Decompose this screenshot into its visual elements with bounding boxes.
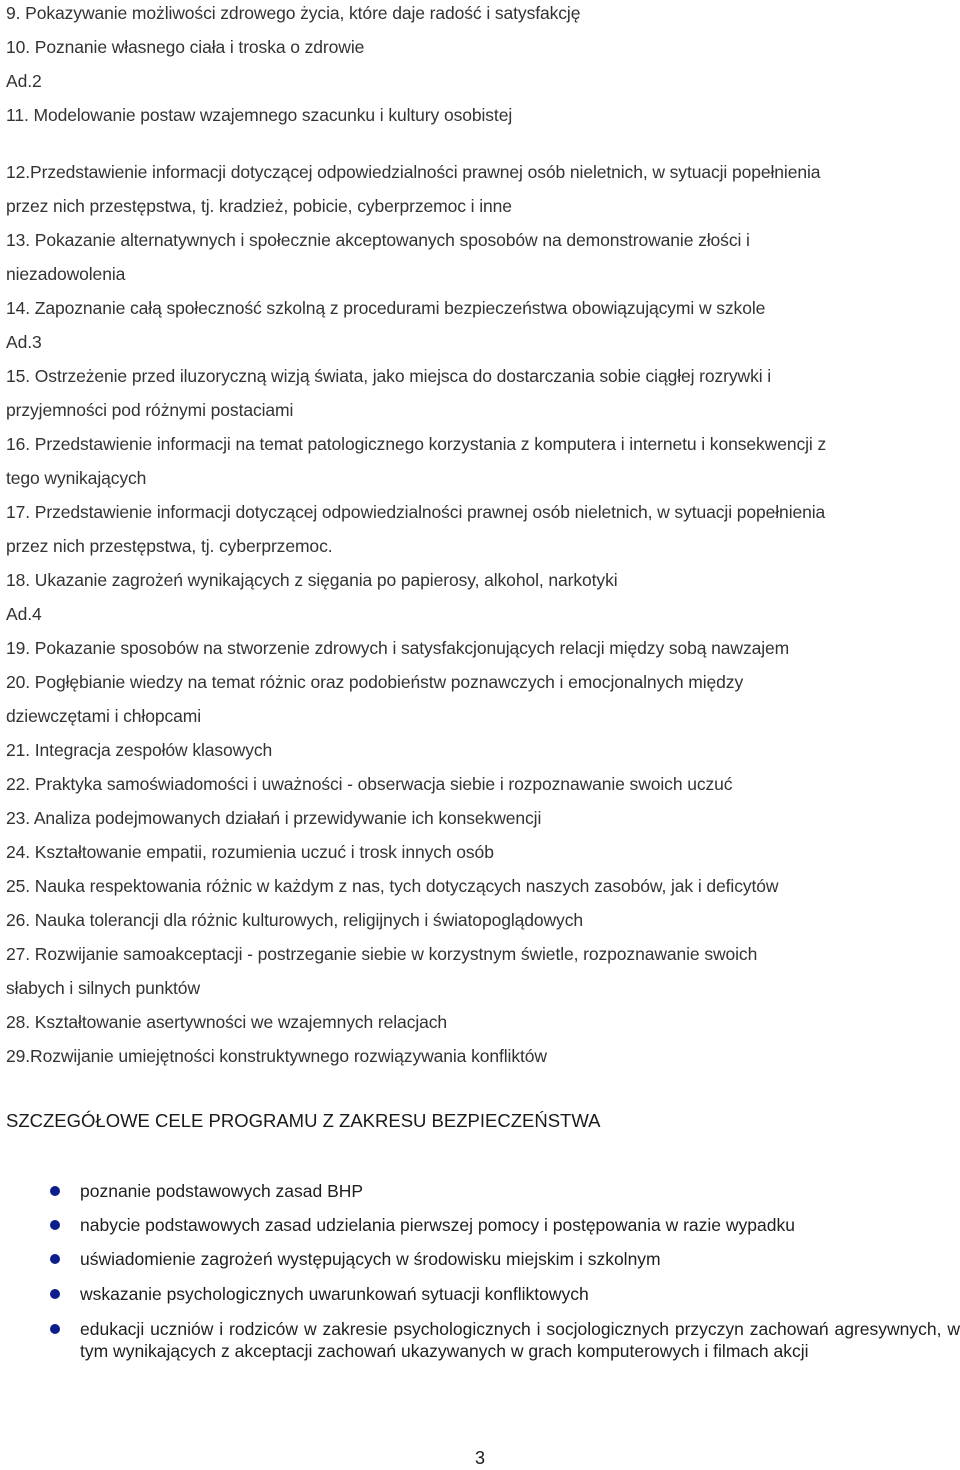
text-line: 19. Pokazanie sposobów na stworzenie zdrowych i satysfakcjonujących relacji między sobą nawzajem <box>6 638 790 658</box>
text-line: 27. Rozwijanie samoakceptacji - postrzeganie siebie w korzystnym świetle, rozpoznawanie swoich <box>6 944 758 964</box>
text-line: 24. Kształtowanie empatii, rozumienia uczuć i trosk innych osób <box>6 842 494 862</box>
text-line: 26. Nauka tolerancji dla różnic kulturowych, religijnych i światopoglądowych <box>6 910 583 930</box>
text-line: 10. Poznanie własnego ciała i troska o zdrowie <box>6 37 365 57</box>
text-line: 16. Przedstawienie informacji na temat patologicznego korzystania z komputera i internetu i konsekwencji z <box>6 434 827 454</box>
bullet-icon <box>50 1289 60 1299</box>
text-line: dziewczętami i chłopcami <box>6 706 202 726</box>
text-line: niezadowolenia <box>6 264 126 284</box>
text-line: 28. Kształtowanie asertywności we wzajemnych relacjach <box>6 1012 448 1032</box>
text-line: przez nich przestępstwa, tj. cyberprzemoc. <box>6 536 333 556</box>
text-line: 12.Przedstawienie informacji dotyczącej odpowiedzialności prawnej osób nieletnich, w sytuacji popełnienia <box>6 162 821 182</box>
text-line: przyjemności pod różnymi postaciami <box>6 400 294 420</box>
bullet-text: edukacji uczniów i rodziców w zakresie psychologicznych i socjologicznych przyczyn zachowań agresywnych, w tym wynikających z akceptacji zachowań ukazywanych w grach komputerowych i filmach akcji <box>80 1319 960 1361</box>
text-line: 20. Pogłębianie wiedzy na temat różnic oraz podobieństw poznawczych i emocjonalnych między <box>6 672 744 692</box>
bullet-icon <box>50 1254 60 1264</box>
text-line: słabych i silnych punktów <box>6 978 200 998</box>
page-number: 3 <box>474 1448 485 1468</box>
text-line: 29.Rozwijanie umiejętności konstruktywnego rozwiązywania konfliktów <box>6 1046 547 1066</box>
bullet-icon <box>50 1324 60 1334</box>
text-line: 15. Ostrzeżenie przed iluzoryczną wizją świata, jako miejsca do dostarczania sobie ciągłej rozrywki i <box>6 366 772 386</box>
text-line: 14. Zapoznanie całą społeczność szkolną z procedurami bezpieczeństwa obowiązującymi w szkole <box>6 298 766 318</box>
text-line: Ad.3 <box>6 332 42 352</box>
text-line: 21. Integracja zespołów klasowych <box>6 740 273 760</box>
text-line: Ad.4 <box>6 604 42 624</box>
bullet-icon <box>50 1220 60 1230</box>
text-line: 25. Nauka respektowania różnic w każdym z nas, tych dotyczących naszych zasobów, jak i deficytów <box>6 876 779 896</box>
text-line: 17. Przedstawienie informacji dotyczącej odpowiedzialności prawnej osób nieletnich, w sytuacji popełnienia <box>6 502 826 522</box>
text-line: 9. Pokazywanie możliwości zdrowego życia, które daje radość i satysfakcję <box>6 3 581 23</box>
text-line: Ad.2 <box>6 71 42 91</box>
bullet-text: wskazanie psychologicznych uwarunkowań sytuacji konfliktowych <box>80 1284 589 1304</box>
text-line: 23. Analiza podejmowanych działań i przewidywanie ich konsekwencji <box>6 808 542 828</box>
section-heading: SZCZEGÓŁOWE CELE PROGRAMU Z ZAKRESU BEZPIECZEŃSTWA <box>6 1110 601 1131</box>
bullet-text: uświadomienie zagrożeń występujących w środowisku miejskim i szkolnym <box>80 1249 661 1269</box>
text-line: 13. Pokazanie alternatywnych i społecznie akceptowanych sposobów na demonstrowanie złości i <box>6 230 750 250</box>
text-line: przez nich przestępstwa, tj. kradzież, pobicie, cyberprzemoc i inne <box>6 196 512 216</box>
text-line: 22. Praktyka samoświadomości i uważności - obserwacja siebie i rozpoznawanie swoich uczuć <box>6 774 733 794</box>
bullet-icon <box>50 1186 60 1196</box>
text-line: tego wynikających <box>6 468 147 488</box>
bullet-text: nabycie podstawowych zasad udzielania pierwszej pomocy i postępowania w razie wypadku <box>80 1215 795 1235</box>
text-line: 11. Modelowanie postaw wzajemnego szacunku i kultury osobistej <box>6 105 513 125</box>
bullet-text: poznanie podstawowych zasad BHP <box>80 1181 364 1201</box>
text-line: 18. Ukazanie zagrożeń wynikających z sięgania po papierosy, alkohol, narkotyki <box>6 570 618 590</box>
